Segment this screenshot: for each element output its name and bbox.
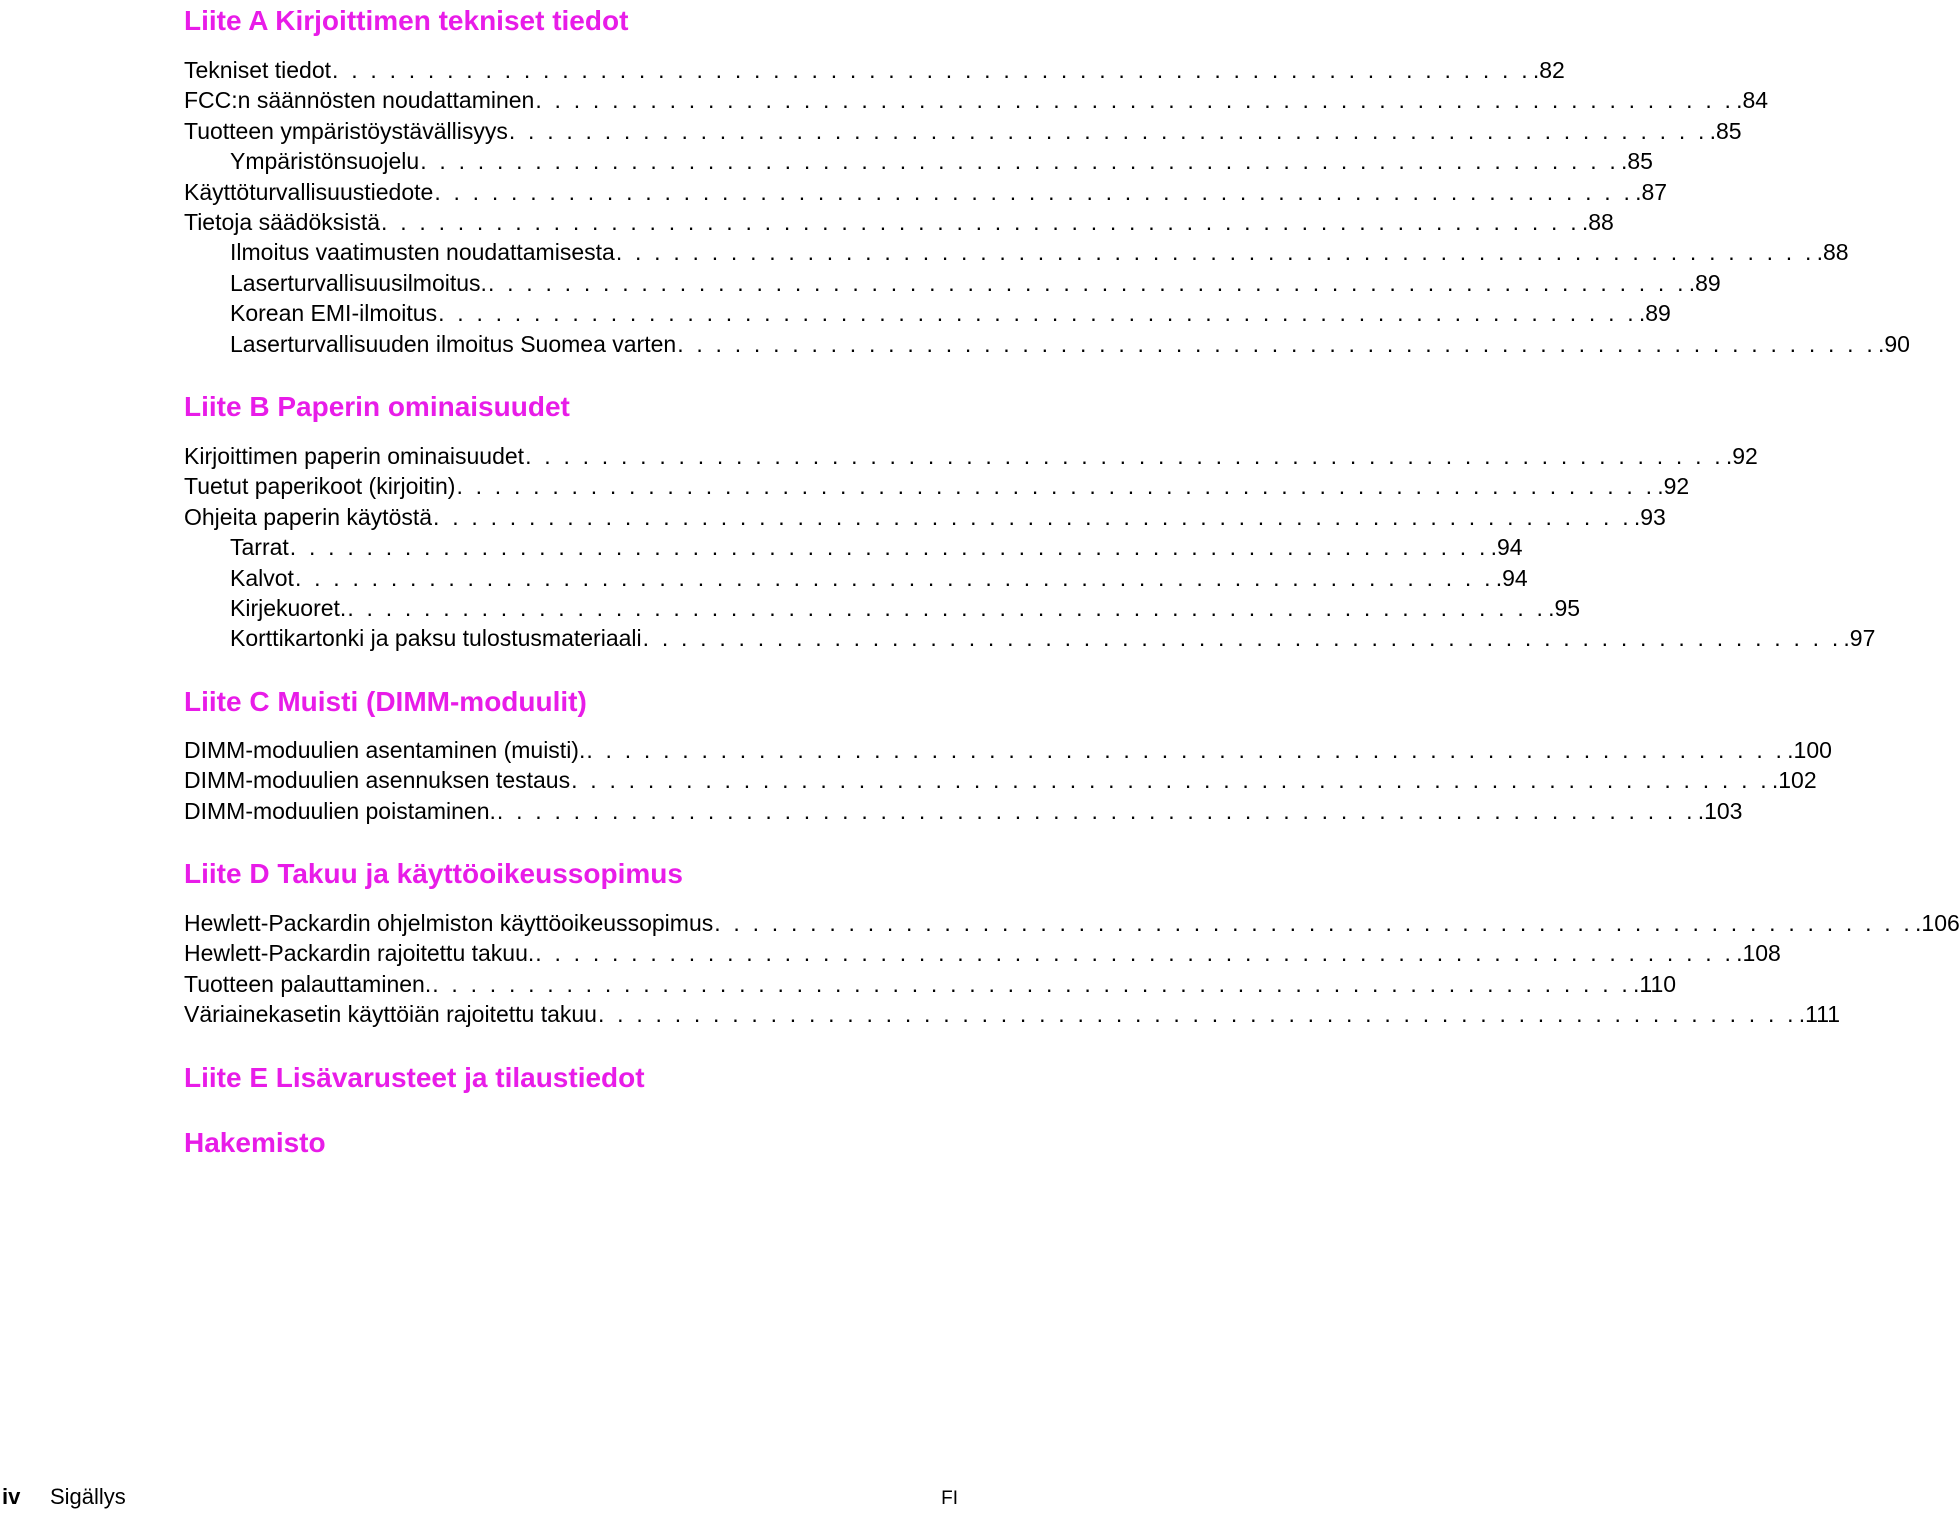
toc-entry-page: .100 [1787,737,1832,763]
toc-subentry[interactable] [184,237,1849,267]
toc-entry-page: .88 [1581,208,1614,235]
toc-entry-page: .87 [1635,178,1668,205]
toc-entry-label: Tuetut paperikoot (kirjoitin) [184,473,456,500]
toc-entry-page: .97 [1843,625,1876,652]
toc-entry[interactable] [184,735,1832,765]
toc-entry-page: .94 [1495,564,1528,591]
toc-entry-label: Ympäristönsuojelu [230,148,420,175]
toc-entry-label: Tuotteen ympäristöystävällisyys [184,117,508,144]
toc-subentry[interactable] [184,623,1876,653]
dot-leader: . . . . . . . . . . . . . . . . . . . . . . . . . . . . . . . . . . . . . . . . . . . . . . . . . . . . . . . . . . . . . . . [508,117,1708,144]
toc-subentry[interactable] [184,593,1581,623]
toc-entry-page: .82 [1532,57,1565,83]
toc-entry-label: Kirjekuoret. [230,594,347,621]
dot-leader: . . . . . . . . . . . . . . . . . . . . . . . . . . . . . . . . . . . . . . . . . . . . . . . . . . . . . . . . . . . . . . . [289,534,1489,561]
toc-entry-label: Korean EMI-ilmoitus [230,300,438,327]
toc-entry-page: .88 [1816,239,1849,266]
toc-entry-page: .85 [1621,148,1653,175]
section-entries-appendix-a [184,55,1910,359]
toc-entry-page: .89 [1688,269,1721,296]
toc-entry-label: Tietoja säädöksistä [184,208,381,235]
toc-entry-label: Väriainekasetin käyttöiän rajoitettu takuu [184,1001,597,1028]
dot-leader: . . . . . . . . . . . . . . . . . . . . . . . . . . . . . . . . . . . . . . . . . . . . . . . . . . . . . . . . . . . . . . . [714,910,1914,936]
toc-entry[interactable] [184,471,1690,501]
toc-entry-label: Ilmoitus vaatimusten noudattamisesta [230,239,615,266]
section-entries-appendix-d [184,908,1960,1030]
dot-leader: . . . . . . . . . . . . . . . . . . . . . . . . . . . . . . . . . . . . . . . . . . . . . . . . . . . . . . . . . . . . . . . [597,1001,1797,1028]
toc-entry[interactable] [184,177,1668,207]
toc-entry-label: Laserturvallisuuden ilmoitus Suomea varten [230,330,677,357]
toc-entry[interactable] [184,796,1743,826]
dot-leader: . . . . . . . . . . . . . . . . . . . . . . . . . . . . . . . . . . . . . . . . . . . . . . . . . . . . . . . . . . . . . . . [381,208,1580,235]
toc-entry-page: .92 [1725,443,1758,469]
toc-entry-page: .94 [1490,534,1523,561]
toc-entry-page: .93 [1633,503,1666,530]
toc-entry-page: .106 [1915,910,1960,936]
toc-subentry[interactable] [184,532,1523,562]
toc-entry[interactable] [184,938,1781,968]
dot-leader: . . . . . . . . . . . . . . . . . . . . . . . . . . . . . . . . . . . . . . . . . . . . . . . . . . . . . . . . . . . . . . . [433,503,1632,530]
dot-leader: . . . . . . . . . . . . . . . . . . . . . . . . . . . . . . . . . . . . . . . . . . . . . . . . . . . . . . . . . . . . . . . [525,443,1724,469]
dot-leader: . . . . . . . . . . . . . . . . . . . . . . . . . . . . . . . . . . . . . . . . . . . . . . . . . . . . . . . . . . . . . . . [496,797,1696,824]
toc-subentry[interactable] [184,268,1721,298]
toc-entry[interactable] [184,999,1841,1029]
page-number: iv [2,1484,21,1509]
dot-leader: . . . . . . . . . . . . . . . . . . . . . . . . . . . . . . . . . . . . . . . . . . . . . . . . . . . . . . . . . . . . . . . [487,269,1687,296]
dot-leader: . . . . . . . . . . . . . . . . . . . . . . . . . . . . . . . . . . . . . . . . . . . . . . . . . . . . . . . . . . . . . . . [432,970,1631,997]
section-entries-appendix-b [184,441,1876,654]
dot-leader: . . . . . . . . . . . . . . . . . . . . . . . . . . . . . . . . . . . . . . . . . . . . . . . . . . . . . . . . . . . . . . . [294,564,1494,591]
dot-leader: . . . . . . . . . . . . . . . . . . . . . . . . . . . . . . . . . . . . . . . . . . . . . . . . . . . . . . . . . . . . . . . [586,737,1786,763]
toc-entry[interactable] [184,116,1742,146]
toc-entry[interactable] [184,441,1758,471]
dot-leader: . . . . . . . . . . . . . . . . . . . . . . . . . . . . . . . . . . . . . . . . . . . . . . . . . . . . . . . . . . . . . . . [347,594,1547,621]
toc-entry-label: Hewlett-Packardin rajoitettu takuu. [184,940,535,967]
toc-entry[interactable] [184,207,1614,237]
dot-leader: . . . . . . . . . . . . . . . . . . . . . . . . . . . . . . . . . . . . . . . . . . . . . . . . . . . . . . . . . . . . . . . [438,300,1637,327]
toc-entry-label: Tekniset tiedot [184,57,332,83]
toc-entry-page: .84 [1736,87,1769,114]
section-heading-appendix-b[interactable]: Liite B Paperin ominaisuudet [184,391,570,422]
toc-entry-page: .111 [1798,1001,1841,1028]
section-heading-index[interactable]: Hakemisto [184,1127,326,1158]
toc-entry-label: DIMM-moduulien asentaminen (muisti). [184,737,586,763]
section-heading-appendix-c[interactable]: Liite C Muisti (DIMM-moduulit) [184,686,587,717]
section-entries-appendix-c [184,735,1832,826]
toc-subentry[interactable] [184,298,1671,328]
toc-entry-page: .108 [1736,940,1781,967]
section-heading-appendix-a[interactable]: Liite A Kirjoittimen tekniset tiedot [184,5,629,36]
toc-subentry[interactable] [184,563,1528,593]
section-heading-appendix-d[interactable]: Liite D Takuu ja käyttöoikeussopimus [184,858,683,889]
toc-entry-page: .90 [1877,330,1910,357]
toc-entry[interactable] [184,85,1769,115]
dot-leader: . . . . . . . . . . . . . . . . . . . . . . . . . . . . . . . . . . . . . . . . . . . . . . . . . . . . . . . . . . . . . . . [642,625,1842,652]
toc-entry[interactable] [184,502,1666,532]
dot-leader: . . . . . . . . . . . . . . . . . . . . . . . . . . . . . . . . . . . . . . . . . . . . . . . . . . . . . . . . . . . . . . . [332,57,1531,83]
toc-entry-label: Hewlett-Packardin ohjelmiston käyttöoikeussopimus [184,910,714,936]
toc-entry-label: Ohjeita paperin käytöstä [184,503,433,530]
toc-subentry[interactable] [184,146,1653,176]
dot-leader: . . . . . . . . . . . . . . . . . . . . . . . . . . . . . . . . . . . . . . . . . . . . . . . . . . . . . . . . . . . . . . . [615,239,1815,266]
dot-leader: . . . . . . . . . . . . . . . . . . . . . . . . . . . . . . . . . . . . . . . . . . . . . . . . . . . . . . . . . . . . . . . [456,473,1656,500]
toc-entry-page: .89 [1638,300,1671,327]
toc-entry[interactable] [184,765,1817,795]
dot-leader: . . . . . . . . . . . . . . . . . . . . . . . . . . . . . . . . . . . . . . . . . . . . . . . . . . . . . . . . . . . . . . . [434,178,1634,205]
toc-entry-page: .110 [1633,970,1677,997]
toc-entry-page: .102 [1771,767,1817,794]
toc-entry-label: Kirjoittimen paperin ominaisuudet [184,443,525,469]
toc-entry-label: DIMM-moduulien asennuksen testaus [184,767,571,794]
toc-entry-label: Tarrat [230,534,289,561]
dot-leader: . . . . . . . . . . . . . . . . . . . . . . . . . . . . . . . . . . . . . . . . . . . . . . . . . . . . . . . . . . . . . . . [420,148,1619,175]
toc-entry-label: Käyttöturvallisuustiedote [184,178,434,205]
toc-entry-page: .95 [1548,594,1581,621]
toc-entry-label: Korttikartonki ja paksu tulostusmateriaali [230,625,642,652]
dot-leader: . . . . . . . . . . . . . . . . . . . . . . . . . . . . . . . . . . . . . . . . . . . . . . . . . . . . . . . . . . . . . . . [677,330,1876,357]
section-heading-appendix-e[interactable]: Liite E Lisävarusteet ja tilaustiedot [184,1062,645,1093]
toc-entry-label: DIMM-moduulien poistaminen. [184,797,496,824]
toc-entry-label: Kalvot [230,564,294,591]
page-footer [0,1483,960,1513]
toc-entry-label: FCC:n säännösten noudattaminen [184,87,535,114]
language-code: FI [941,1488,958,1509]
toc-entry-label: Tuotteen palauttaminen. [184,970,432,997]
toc-entry[interactable] [184,55,1565,85]
dot-leader: . . . . . . . . . . . . . . . . . . . . . . . . . . . . . . . . . . . . . . . . . . . . . . . . . . . . . . . . . . . . . . . [535,940,1735,967]
toc-entry-label: Laserturvallisuusilmoitus. [230,269,487,296]
toc-entry-page: .103 [1697,797,1743,824]
dot-leader: . . . . . . . . . . . . . . . . . . . . . . . . . . . . . . . . . . . . . . . . . . . . . . . . . . . . . . . . . . . . . . . [571,767,1770,794]
toc-entry[interactable] [184,969,1677,999]
toc-entry-page: .85 [1709,117,1742,144]
toc-entry[interactable] [184,908,1960,938]
dot-leader: . . . . . . . . . . . . . . . . . . . . . . . . . . . . . . . . . . . . . . . . . . . . . . . . . . . . . . . . . . . . . . . [535,87,1735,114]
footer-title: Sigällys [50,1484,126,1509]
toc-subentry[interactable] [184,329,1910,359]
toc-entry-page: .92 [1657,473,1690,500]
